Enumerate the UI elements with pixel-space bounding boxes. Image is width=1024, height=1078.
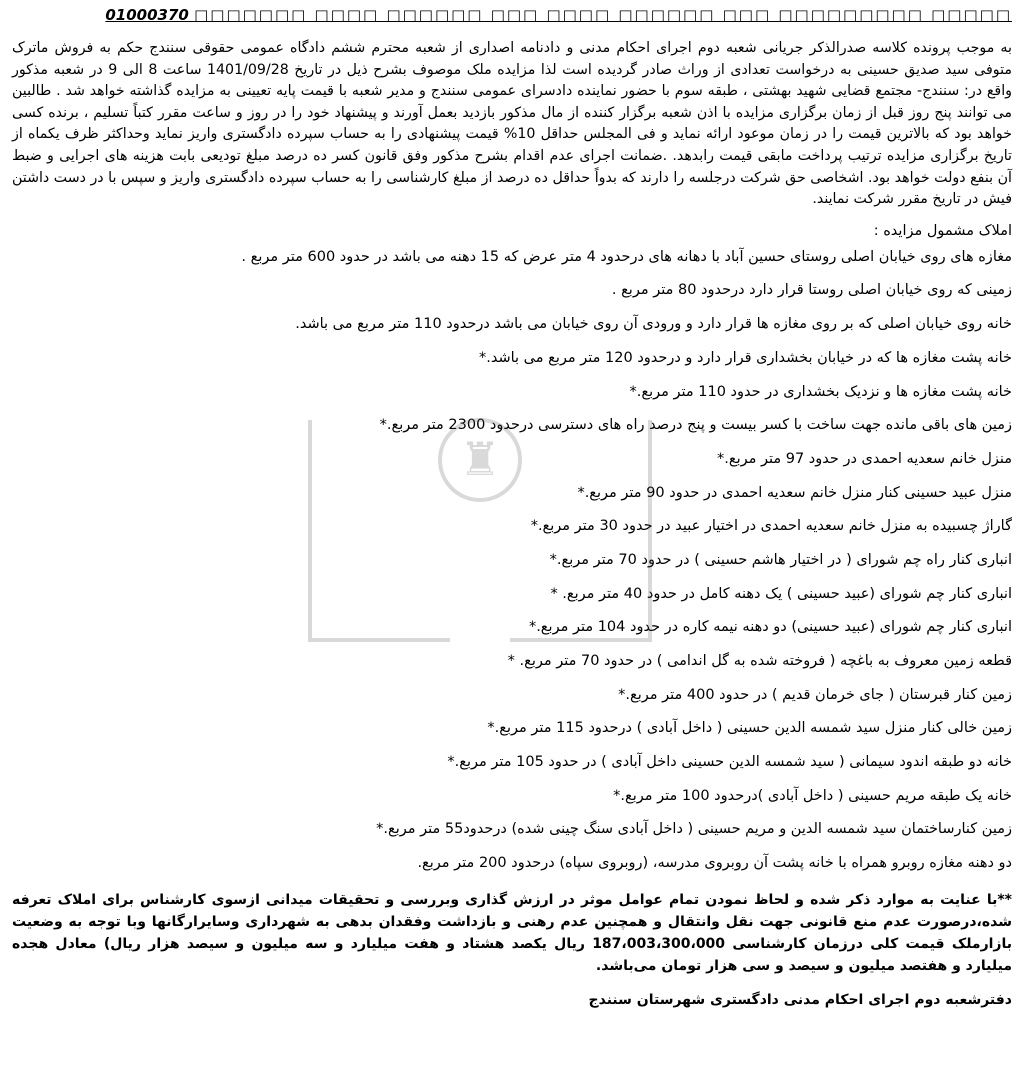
property-item: دو دهنه مغازه روبرو همراه با خانه پشت آن روبروی مدرسه، (روبروی سپاه) درحدود 200 متر مربع. [417,855,1012,872]
closing-paragraph: **با عنایت به موارد ذکر شده و لحاظ نمودن تمام عوامل موثر در ارزش گذاری وبررسی و تحقیقات میدانی ازسوی کارشناس برای املاک تعرفه شده،درصورت عدم منع قانونی جهت نقل وانتقال و همچنین عدم رهنی و بازداشت وفقدان بدهی به شهرداری وسایرارگانها وبا توجه به وضعیت بازارملک قیمت کلی درزمان کارشناسی 187،003،300،000 ریال یکصد هشتاد و هفت میلیارد و سه میلیون و سیصد هزار ریال) معادل هجده میلیارد و هفتصد میلیون و سیصد و سی هزار تومان می‌باشد. [12,891,1013,974]
title-garbled-text: □□□□□ □□□□□□□□□ □□□ □□□□□□ □□□□ □□□ □□□□□□ □□□□ □□□□□□□ [194,6,1012,24]
property-item: منزل خانم سعدیه احمدی در حدود 97 متر مربع.* [717,450,1012,467]
property-item: انباری کنار چم شورای (عبید حسینی ) یک دهنه کامل در حدود 40 متر مربع. * [550,585,1012,602]
property-item: مغازه های روی خیابان اصلی روستای حسین آباد با دهانه های درحدود 4 متر عرض که 15 دهنه می باشد در حدود 600 متر مربع . [241,248,1012,265]
property-item: قطعه زمین معروف به باغچه ( فروخته شده به گل اندامی ) در حدود 70 متر مربع. * [507,653,1012,669]
notice-title [12,4,1012,28]
property-list [12,247,1012,887]
property-item: زمینی که روی خیابان اصلی روستا قرار دارد درحدود 80 متر مربع . [611,282,1012,299]
signature-line: دفترشعبه دوم اجرای احکام مدنی دادگستری شهرستان سنندج [588,991,1012,1008]
property-item: انباری کنار چم شورای (عبید حسینی) دو دهنه نیمه کاره در حدود 104 متر مربع.* [528,619,1012,636]
property-item: خانه یک طبقه مریم حسینی ( داخل آبادی )درحدود 100 متر مربع.* [613,787,1012,804]
property-item: زمین کنارساختمان سید شمسه الدین و مریم حسینی ( داخل آبادی سنگ چینی شده) درحدود55 متر مربع.* [376,821,1012,838]
property-item: خانه پشت مغازه ها و نزدیک بخشداری در حدود 110 متر مربع.* [629,383,1012,400]
property-item: زمین کنار قبرستان ( جای خرمان قدیم ) در حدود 400 متر مربع.* [618,686,1012,703]
property-item: منزل عبید حسینی کنار منزل خانم سعدیه احمدی در حدود 90 متر مربع.* [577,484,1012,501]
property-item: خانه روی خیابان اصلی که بر روی مغازه ها قرار دارد و ورودی آن روی خیابان می باشد درحدود 110 متر مربع می باشد. [295,316,1012,333]
notice-code: 01000370 [105,6,189,24]
watermark-mark: ♜ [459,432,501,486]
items-heading: املاک مشمول مزایده : [873,222,1012,239]
property-item: انباری کنار راه چم شورای ( در اختیار هاشم حسینی ) در حدود 70 متر مربع.* [549,551,1012,568]
property-item: زمین های باقی مانده جهت ساخت با کسر بیست و پنج درصد راه های دسترسی درحدود 2300 متر مربع.* [379,417,1012,434]
intro-paragraph: به موجب پرونده کلاسه صدرالذکر جریانی شعبه دوم اجرای احکام مدنی و دادنامه اصداری از شعبه محترم ششم دادگاه عمومی حقوقی سنندج حکم به فروش ماترک متوفی سید صدیق حسینی به درخواست تعدادی از وراث صادر گردیده است لذا مزایده ملک موصوف بشرح ذیل در تاریخ 1401/09/28 ساعت 8 الی 9 در شعبه مذکور واقع در: سنندج- مجتمع قضایی شهید بهشتی ، طبقه سوم با حضور نماینده دادسرای عمومی سنندج و مدیر شعبه با قیمت پایه تعیینی به مزایده گذاشته خواهد شد . طالبین می توانند پنج روز قبل از زمان برگزاری مزایده با اذن شعبه برگزار کننده از مال مذکور بازدید بعمل آورند و پیشنهاد خود را در روز و ساعت مقرر کتباً تسلیم ، برنده کسی خواهد بود که بالاترین قیمت را در زمان موعود ارائه نماید و فی المجلس حداقل 10% قیمت پیشنهادی را به حساب سپرده دادگستری واریز نماید وحداکثر ظرف یکماه از تاریخ برگزاری مزایده ترتیب پرداخت مابقی قیمت رابدهد. .ضمانت اجرای عدم اقدام بشرح مذکور وفق قانون کسر ده درصد مبلغ تودیعی بابت هزینه های اجرایی و ضبط آن بنفع دولت خواهد بود. اشخاصی حق شرکت درجلسه را دارند که بدواً حداقل ده درصد از مبلغ کارشناسی را به حساب سپرده دادگستری واریز و سپس با در دست داشتن فیش در تاریخ مقرر شرکت نمایند. [12,40,1012,208]
property-item: زمین خالی کنار منزل سید شمسه الدین حسینی ( داخل آبادی ) درحدود 115 متر مربع.* [487,720,1012,737]
property-item: خانه پشت مغازه ها که در خیابان بخشداری قرار دارد و درحدود 120 متر مربع می باشد.* [479,349,1012,366]
property-item: گاراژ چسبیده به منزل خانم سعدیه احمدی در اختیار عبید در حدود 30 متر مربع.* [530,518,1012,535]
property-item: خانه دو طبقه اندود سیمانی ( سید شمسه الدین حسینی داخل آبادی ) در حدود 105 متر مربع.* [447,754,1012,771]
